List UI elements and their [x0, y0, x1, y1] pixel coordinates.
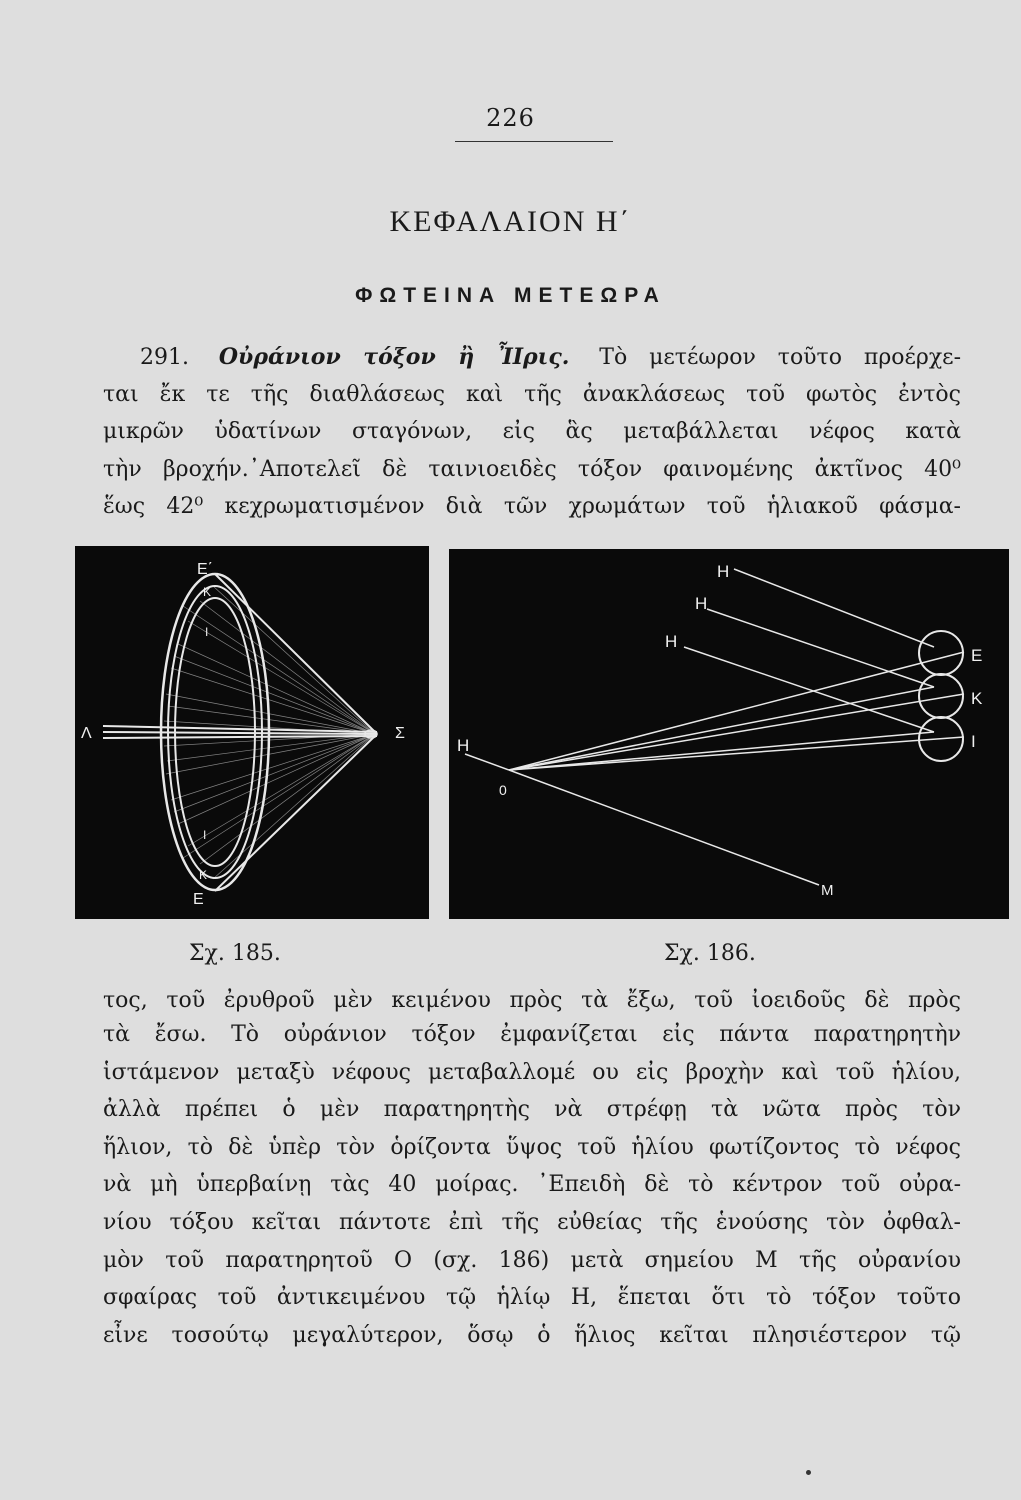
- text-line: τὴν βροχήν.᾿Αποτελεῖ δὲ ταινιοειδὲς τόξον φαινομένης ἀκτῖνος 40⁰: [103, 457, 961, 482]
- figure-185-drawing: [75, 546, 429, 919]
- label-I: Ι: [971, 732, 976, 751]
- print-mark: [806, 1470, 811, 1475]
- paragraph-number: 291.: [140, 345, 189, 370]
- page-number-rule: [455, 141, 613, 142]
- figure-186: [449, 549, 1009, 919]
- ray-O-K: [509, 694, 964, 770]
- ray-O-E: [509, 652, 964, 770]
- label-H-left: Η: [457, 736, 470, 755]
- figure-185: [75, 546, 429, 919]
- text-line: νίου τόξου κεῖται πάντοτε ἐπὶ τῆς εὐθείας τῆς ἑνούσης τὸν ὀφθαλ-: [103, 1210, 961, 1235]
- sun-ray-4: [465, 754, 509, 770]
- paragraph-heading: Οὐράνιον τόξον ἢ ἾΙρις.: [218, 344, 570, 370]
- label-H2: Η: [695, 594, 708, 613]
- text-line: ἱστάμενον μεταξὺ νέφους μεταβαλλομέ ου εἰς βροχὴν καὶ τοῦ ἡλίου,: [103, 1060, 961, 1085]
- cone-edge-bottom: [215, 734, 377, 891]
- text-line: μὸν τοῦ παρατηρητοῦ Ο (σχ. 186) μετὰ σημείου Μ τῆς οὐρανίου: [103, 1248, 961, 1273]
- axis-ray-2: [103, 732, 377, 734]
- figure-186-drawing: [449, 549, 1009, 919]
- text-line: τὰ ἔσω. Τὸ οὐράνιον τόξον ἐμφανίζεται εἰς πάντα παρατηρητὴν: [103, 1022, 961, 1047]
- label-sigma: Σ: [395, 725, 405, 742]
- label-E: Ε: [971, 646, 983, 665]
- text-line: τος, τοῦ ἐρυθροῦ μὲν κειμένου πρὸς τὰ ἔξω, τοῦ ἰοειδοῦς δὲ πρὸς: [103, 988, 961, 1013]
- axis-ray-3: [103, 736, 377, 738]
- label-I-bottom: Ι: [203, 828, 207, 842]
- text-line: [140, 342, 961, 373]
- text-line: εἶνε τοσούτῳ μεγαλύτερον, ὅσῳ ὁ ἥλιος κεῖται πλησιέστερον τῷ: [103, 1323, 961, 1348]
- label-K: Κ: [971, 689, 983, 708]
- ray-O-I: [509, 737, 964, 770]
- label-O: 0: [499, 782, 507, 798]
- label-lambda: Λ: [81, 725, 92, 742]
- label-K-top: Κ: [203, 585, 212, 599]
- label-E-bottom: Ε: [193, 891, 204, 908]
- label-H1: Η: [717, 562, 730, 581]
- chapter-title: ΚΕΦΑΛΑΙΟΝ Η΄: [389, 205, 632, 238]
- cone-edge-top: [215, 574, 377, 734]
- sun-ray-2: [707, 609, 934, 687]
- label-M: Μ: [821, 882, 834, 899]
- text-line: ται ἔκ τε τῆς διαθλάσεως καὶ τῆς ἀνακλάσεως τοῦ φωτὸς ἐντὸς: [103, 382, 961, 407]
- text-line: ἕως 42⁰ κεχρωματισμένον διὰ τῶν χρωμάτων τοῦ ἡλιακοῦ φάσμα-: [103, 494, 961, 519]
- caption-figure-185: Σχ. 185.: [189, 941, 281, 966]
- ray-O-K-2: [509, 687, 934, 770]
- text-line: ἀλλὰ πρέπει ὁ μὲν παρατηρητὴς νὰ στρέφῃ τὰ νῶτα πρὸς τὸν: [103, 1097, 961, 1122]
- text-segment: Τὸ μετέωρον τοῦτο προέρχε-: [599, 345, 962, 370]
- axis-O-M: [509, 770, 819, 885]
- text-line: μικρῶν ὑδατίνων σταγόνων, εἰς ἃς μεταβάλλεται νέφος κατὰ: [103, 419, 961, 444]
- label-H3: Η: [665, 632, 678, 651]
- label-I-top: Ι: [205, 625, 209, 639]
- drop-E: [919, 631, 963, 675]
- text-line: ἥλιον, τὸ δὲ ὑπὲρ τὸν ὁρίζοντα ὕψος τοῦ ἡλίου φωτίζοντος τὸ νέφος: [103, 1135, 961, 1160]
- label-K-bottom: Κ: [199, 868, 208, 882]
- sun-ray-1: [734, 569, 934, 647]
- text-line: νὰ μὴ ὑπερβαίνῃ τὰς 40 μοίρας. ᾿Επειδὴ δὲ τὸ κέντρον τοῦ οὐρα-: [103, 1172, 961, 1197]
- caption-figure-186: Σχ. 186.: [664, 941, 756, 966]
- text-line: σφαίρας τοῦ ἀντικειμένου τῷ ἡλίῳ Η, ἕπεται ὅτι τὸ τόξον τοῦτο: [103, 1285, 961, 1310]
- label-E-top: Ε΄: [197, 561, 213, 578]
- section-title: ΦΩΤΕΙΝΑ ΜΕΤΕΩΡΑ: [355, 284, 666, 307]
- page-number: 226: [486, 104, 535, 132]
- ray-O-I-2: [509, 732, 934, 770]
